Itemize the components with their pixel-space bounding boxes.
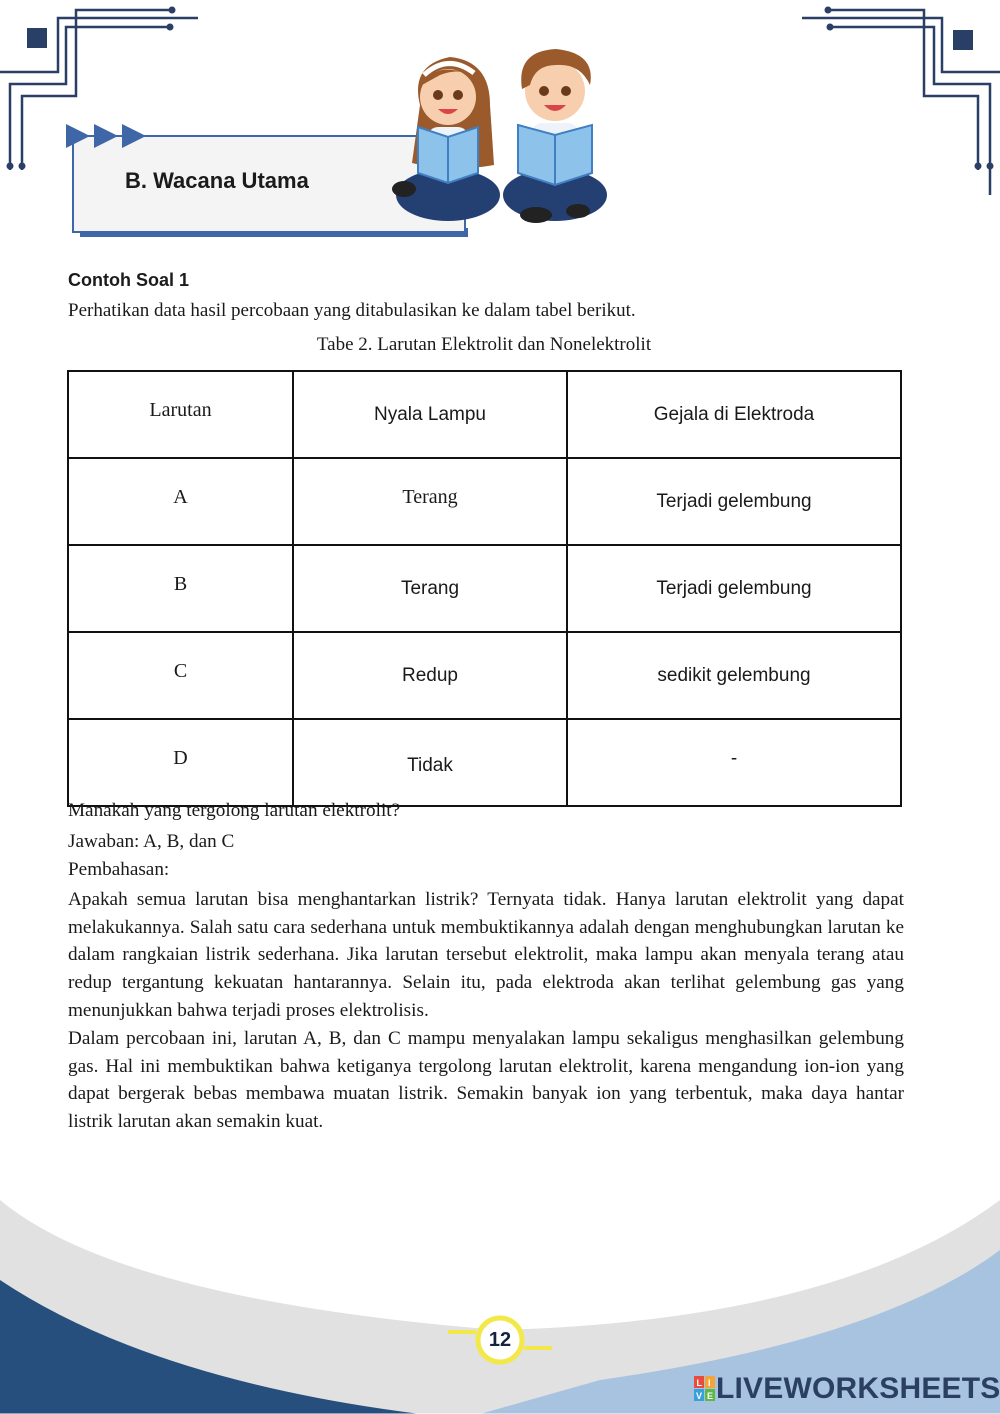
table-caption: Tabe 2. Larutan Elektrolit dan Nonelektrolit <box>316 334 652 355</box>
table-row <box>68 545 901 632</box>
svg-text:E: E <box>707 1391 714 1401</box>
table-cell: Redup <box>293 632 567 719</box>
table-cell: sedikit gelembung <box>567 632 901 719</box>
svg-text:I: I <box>708 1378 711 1388</box>
table-header-cell: Larutan <box>68 371 293 458</box>
circuit-decoration-right <box>800 0 1000 200</box>
table-cell: D <box>68 719 293 806</box>
svg-text:V: V <box>696 1391 703 1401</box>
example-title: Contoh Soal 1 <box>68 270 189 290</box>
table-cell: C <box>68 632 293 719</box>
table-cell: Terang <box>293 458 567 545</box>
brand-name: LIVEWORKSHEETS <box>716 1372 1000 1405</box>
table-cell: B <box>68 545 293 632</box>
discussion-paragraph: Dalam percobaan ini, larutan A, B, dan C mampu menyalakan lampu sekaligus menghasilkan gelembung gas. Hal ini membuktikan bahwa ketiganya tergolong larutan elektrolit, karena mengandung ion-ion yang dapat bergerak bebas membawa muatan listrik. Semakin banyak ion yang terbentuk, maka daya hantar listrik larutan akan semakin kuat. <box>68 1028 904 1133</box>
page-number: 12 <box>488 1329 512 1351</box>
discussion-label: Pembahasan: <box>68 859 170 880</box>
kids-reading-illustration <box>390 45 615 230</box>
table-header-row <box>68 371 901 458</box>
intro-text: Perhatikan data hasil percobaan yang ditabulasikan ke dalam tabel berikut. <box>68 300 636 321</box>
banner-title: B. Wacana Utama <box>125 168 309 193</box>
table-header-cell: Gejala di Elektroda <box>567 371 901 458</box>
question-text: Manakah yang tergolong larutan elektrolit? <box>68 800 401 821</box>
table-row <box>68 632 901 719</box>
table-header-cell: Nyala Lampu <box>293 371 567 458</box>
svg-text:L: L <box>696 1378 702 1388</box>
brand-logo[interactable] <box>694 1372 1000 1406</box>
table-cell: - <box>567 719 901 806</box>
solution-table <box>67 370 902 807</box>
table-row <box>68 719 901 806</box>
liveworksheets-icon <box>694 1376 716 1402</box>
table-cell: Terjadi gelembung <box>567 545 901 632</box>
table-cell: Terang <box>293 545 567 632</box>
answer-text: Jawaban: A, B, dan C <box>68 831 235 852</box>
table-row <box>68 458 901 545</box>
table-cell: Tidak <box>293 719 567 806</box>
triangle-arrows-icon <box>66 122 150 152</box>
discussion-paragraph: Apakah semua larutan bisa menghantarkan listrik? Ternyata tidak. Hanya larutan elektrolit yang dapat melakukannya. Salah satu cara sederhana untuk membuktikannya adalah dengan menghubungkan larutan ke dalam rangkaian listrik sederhana. Jika larutan tersebut elektrolit, maka lampu akan menyala terang atau redup tergantung kekuatan hantarannya. Selain itu, pada elektroda akan terlihat gelembung gas yang menunjukkan bahwa terjadi proses elektrolisis. <box>68 889 904 1021</box>
table-cell: Terjadi gelembung <box>567 458 901 545</box>
table-cell: A <box>68 458 293 545</box>
